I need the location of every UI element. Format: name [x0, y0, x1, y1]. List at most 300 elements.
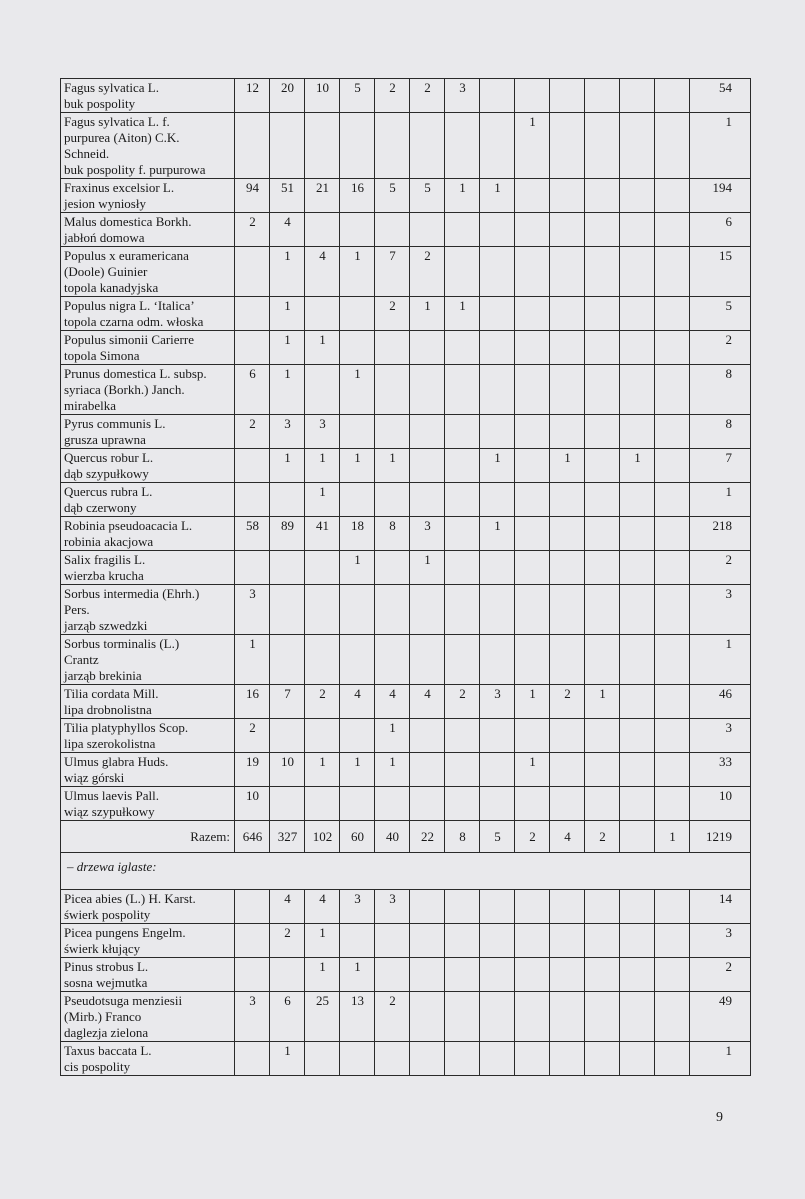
count-cell: 6	[270, 992, 305, 1042]
count-cell: 7	[375, 247, 410, 297]
count-cell	[585, 787, 620, 821]
count-cell: 10	[270, 753, 305, 787]
count-cell: 1	[305, 924, 340, 958]
count-cell	[585, 449, 620, 483]
count-cell: 2	[235, 415, 270, 449]
count-cell: 2	[235, 213, 270, 247]
count-cell: 4	[270, 213, 305, 247]
total-cell: 33	[690, 753, 751, 787]
count-cell: 41	[305, 517, 340, 551]
totals-cell: 2	[515, 821, 550, 853]
species-name-line: świerk kłujący	[64, 941, 141, 956]
count-cell: 3	[340, 890, 375, 924]
total-cell: 194	[690, 179, 751, 213]
count-cell: 5	[410, 179, 445, 213]
count-cell	[445, 924, 480, 958]
count-cell	[480, 415, 515, 449]
species-name-line: Malus domestica Borkh.	[64, 214, 192, 229]
count-cell	[655, 365, 690, 415]
totals-cell: 60	[340, 821, 375, 853]
table-row	[61, 449, 751, 483]
count-cell: 13	[340, 992, 375, 1042]
count-cell	[375, 635, 410, 685]
total-cell: 46	[690, 685, 751, 719]
count-cell	[375, 551, 410, 585]
count-cell	[620, 585, 655, 635]
count-cell	[410, 415, 445, 449]
species-name-line: jarząb szwedzki	[64, 618, 148, 633]
section-row	[61, 853, 751, 890]
count-cell	[655, 1042, 690, 1076]
table-row	[61, 890, 751, 924]
count-cell	[655, 958, 690, 992]
species-name-line: purpurea (Aiton) C.K.	[64, 130, 180, 145]
count-cell	[305, 1042, 340, 1076]
total-cell: 1	[690, 483, 751, 517]
count-cell: 1	[270, 365, 305, 415]
count-cell	[550, 483, 585, 517]
count-cell	[585, 331, 620, 365]
count-cell	[340, 585, 375, 635]
count-cell	[550, 79, 585, 113]
count-cell	[585, 483, 620, 517]
count-cell	[480, 551, 515, 585]
count-cell	[620, 890, 655, 924]
species-name-line: Pyrus communis L.	[64, 416, 166, 431]
count-cell: 3	[375, 890, 410, 924]
count-cell	[655, 113, 690, 179]
species-name-line: Fraxinus excelsior L.	[64, 180, 175, 195]
count-cell: 1	[410, 551, 445, 585]
species-name-line: Sorbus torminalis (L.)	[64, 636, 180, 651]
count-cell: 1	[340, 365, 375, 415]
count-cell	[550, 297, 585, 331]
count-cell	[340, 331, 375, 365]
count-cell	[235, 247, 270, 297]
count-cell	[305, 719, 340, 753]
page-number: 9	[716, 1110, 723, 1125]
count-cell	[515, 449, 550, 483]
count-cell	[305, 635, 340, 685]
species-name-cell	[61, 685, 235, 719]
count-cell	[655, 924, 690, 958]
species-name-line: Robinia pseudoacacia L.	[64, 518, 193, 533]
table-row	[61, 247, 751, 297]
count-cell: 19	[235, 753, 270, 787]
count-cell: 1	[340, 247, 375, 297]
count-cell	[515, 585, 550, 635]
count-cell	[620, 924, 655, 958]
count-cell	[620, 113, 655, 179]
count-cell: 1	[270, 1042, 305, 1076]
count-cell	[585, 247, 620, 297]
count-cell	[445, 753, 480, 787]
count-cell	[480, 213, 515, 247]
species-name-line: Tilia platyphyllos Scop.	[64, 720, 189, 735]
count-cell	[340, 483, 375, 517]
count-cell	[550, 247, 585, 297]
total-cell: 8	[690, 365, 751, 415]
count-cell	[235, 297, 270, 331]
count-cell	[655, 992, 690, 1042]
count-cell	[375, 787, 410, 821]
species-name-line: Quercus rubra L.	[64, 484, 153, 499]
count-cell	[480, 635, 515, 685]
total-cell: 3	[690, 924, 751, 958]
count-cell	[480, 247, 515, 297]
count-cell	[445, 213, 480, 247]
total-cell: 8	[690, 415, 751, 449]
species-name-line: lipa szerokolistna	[64, 736, 156, 751]
total-cell: 14	[690, 890, 751, 924]
count-cell	[235, 113, 270, 179]
count-cell	[655, 79, 690, 113]
species-name-cell	[61, 719, 235, 753]
species-name-line: (Doole) Guinier	[64, 264, 148, 279]
count-cell	[410, 331, 445, 365]
species-name-line: Picea pungens Engelm.	[64, 925, 186, 940]
species-name-cell	[61, 890, 235, 924]
count-cell	[410, 113, 445, 179]
count-cell	[515, 787, 550, 821]
totals-cell: 327	[270, 821, 305, 853]
totals-cell: 5	[480, 821, 515, 853]
table-row	[61, 585, 751, 635]
count-cell	[515, 483, 550, 517]
species-name-cell	[61, 924, 235, 958]
count-cell: 3	[480, 685, 515, 719]
species-name-line: Tilia cordata Mill.	[64, 686, 159, 701]
count-cell: 12	[235, 79, 270, 113]
count-cell	[550, 890, 585, 924]
count-cell: 3	[305, 415, 340, 449]
count-cell	[515, 365, 550, 415]
count-cell	[620, 1042, 655, 1076]
count-cell	[515, 247, 550, 297]
count-cell	[445, 958, 480, 992]
count-cell: 2	[375, 79, 410, 113]
table-row	[61, 331, 751, 365]
table-row	[61, 719, 751, 753]
count-cell	[550, 365, 585, 415]
count-cell	[585, 297, 620, 331]
count-cell	[340, 719, 375, 753]
count-cell: 1	[375, 719, 410, 753]
species-name-line: grusza uprawna	[64, 432, 146, 447]
count-cell	[375, 1042, 410, 1076]
count-cell	[550, 331, 585, 365]
count-cell: 1	[585, 685, 620, 719]
count-cell	[340, 787, 375, 821]
count-cell: 1	[305, 331, 340, 365]
table-row	[61, 213, 751, 247]
table-row	[61, 685, 751, 719]
count-cell: 2	[410, 79, 445, 113]
count-cell: 51	[270, 179, 305, 213]
species-name-cell	[61, 449, 235, 483]
count-cell	[340, 924, 375, 958]
count-cell	[480, 958, 515, 992]
count-cell	[445, 890, 480, 924]
table-row	[61, 297, 751, 331]
count-cell	[550, 992, 585, 1042]
species-name-line: syriaca (Borkh.) Janch.	[64, 382, 185, 397]
count-cell: 25	[305, 992, 340, 1042]
count-cell: 1	[305, 753, 340, 787]
count-cell: 1	[480, 517, 515, 551]
count-cell	[620, 517, 655, 551]
species-name-cell	[61, 297, 235, 331]
count-cell	[550, 787, 585, 821]
count-cell	[270, 113, 305, 179]
totals-cell: 40	[375, 821, 410, 853]
count-cell: 89	[270, 517, 305, 551]
count-cell	[480, 753, 515, 787]
count-cell	[585, 1042, 620, 1076]
count-cell	[655, 585, 690, 635]
species-name-line: Picea abies (L.) H. Karst.	[64, 891, 196, 906]
grand-total-cell: 1219	[690, 821, 751, 853]
species-name-cell	[61, 79, 235, 113]
total-cell: 10	[690, 787, 751, 821]
species-name-line: Sorbus intermedia (Ehrh.)	[64, 586, 200, 601]
count-cell	[620, 297, 655, 331]
count-cell	[480, 1042, 515, 1076]
count-cell: 2	[550, 685, 585, 719]
count-cell	[410, 924, 445, 958]
count-cell	[620, 365, 655, 415]
count-cell: 1	[235, 635, 270, 685]
count-cell: 3	[235, 992, 270, 1042]
count-cell	[375, 331, 410, 365]
count-cell: 1	[550, 449, 585, 483]
count-cell	[235, 1042, 270, 1076]
table-row	[61, 787, 751, 821]
count-cell	[305, 551, 340, 585]
total-cell: 1	[690, 113, 751, 179]
species-name-line: Ulmus laevis Pall.	[64, 788, 159, 803]
count-cell	[585, 635, 620, 685]
count-cell	[515, 890, 550, 924]
count-cell: 16	[235, 685, 270, 719]
count-cell: 1	[340, 449, 375, 483]
count-cell	[480, 297, 515, 331]
count-cell: 5	[375, 179, 410, 213]
species-name-line: Fagus sylvatica L. f.	[64, 114, 170, 129]
total-cell: 6	[690, 213, 751, 247]
count-cell	[550, 113, 585, 179]
total-cell: 3	[690, 719, 751, 753]
total-cell: 218	[690, 517, 751, 551]
species-name-line: Prunus domestica L. subsp.	[64, 366, 207, 381]
count-cell	[515, 179, 550, 213]
count-cell	[550, 958, 585, 992]
species-name-cell	[61, 113, 235, 179]
species-name-line: Schneid.	[64, 146, 110, 161]
count-cell	[270, 551, 305, 585]
table-row	[61, 79, 751, 113]
count-cell: 3	[235, 585, 270, 635]
count-cell: 8	[375, 517, 410, 551]
count-cell: 1	[480, 449, 515, 483]
count-cell	[340, 213, 375, 247]
count-cell	[515, 331, 550, 365]
count-cell	[550, 635, 585, 685]
count-cell	[585, 113, 620, 179]
species-name-line: dąb czerwony	[64, 500, 137, 515]
species-name-line: topola Simona	[64, 348, 140, 363]
count-cell	[445, 449, 480, 483]
count-cell: 1	[515, 113, 550, 179]
count-cell: 3	[445, 79, 480, 113]
count-cell	[235, 449, 270, 483]
count-cell: 5	[340, 79, 375, 113]
count-cell	[515, 79, 550, 113]
totals-cell: 8	[445, 821, 480, 853]
count-cell	[375, 113, 410, 179]
count-cell	[585, 890, 620, 924]
count-cell: 20	[270, 79, 305, 113]
table-row	[61, 551, 751, 585]
table-row	[61, 992, 751, 1042]
count-cell	[620, 685, 655, 719]
count-cell: 1	[445, 179, 480, 213]
count-cell	[375, 415, 410, 449]
table-row	[61, 635, 751, 685]
count-cell	[585, 365, 620, 415]
section-heading: – drzewa iglaste:	[61, 853, 751, 890]
count-cell	[480, 113, 515, 179]
count-cell: 2	[375, 992, 410, 1042]
count-cell	[585, 992, 620, 1042]
totals-cell: 4	[550, 821, 585, 853]
count-cell	[655, 297, 690, 331]
count-cell	[235, 331, 270, 365]
count-cell	[270, 719, 305, 753]
count-cell: 16	[340, 179, 375, 213]
species-name-line: świerk pospolity	[64, 907, 151, 922]
count-cell: 4	[305, 247, 340, 297]
count-cell: 1	[480, 179, 515, 213]
count-cell	[655, 449, 690, 483]
count-cell: 58	[235, 517, 270, 551]
totals-label: Razem:	[61, 821, 235, 853]
count-cell	[340, 1042, 375, 1076]
count-cell	[410, 890, 445, 924]
count-cell	[445, 719, 480, 753]
species-name-line: (Mirb.) Franco	[64, 1009, 142, 1024]
count-cell	[480, 924, 515, 958]
species-name-line: daglezja zielona	[64, 1025, 149, 1040]
count-cell: 1	[445, 297, 480, 331]
count-cell: 3	[410, 517, 445, 551]
count-cell: 1	[305, 483, 340, 517]
count-cell	[585, 415, 620, 449]
count-cell: 1	[340, 753, 375, 787]
species-name-line: topola czarna odm. włoska	[64, 314, 204, 329]
count-cell	[480, 331, 515, 365]
count-cell	[340, 113, 375, 179]
species-name-cell	[61, 247, 235, 297]
species-name-cell	[61, 1042, 235, 1076]
count-cell	[445, 517, 480, 551]
count-cell	[585, 551, 620, 585]
count-cell	[445, 992, 480, 1042]
count-cell	[340, 297, 375, 331]
count-cell: 2	[410, 247, 445, 297]
count-cell	[655, 685, 690, 719]
count-cell	[305, 213, 340, 247]
total-cell: 2	[690, 551, 751, 585]
count-cell	[515, 415, 550, 449]
count-cell	[620, 635, 655, 685]
count-cell	[235, 551, 270, 585]
count-cell	[445, 247, 480, 297]
count-cell	[410, 1042, 445, 1076]
species-name-line: Pinus strobus L.	[64, 959, 149, 974]
count-cell	[480, 719, 515, 753]
totals-cell: 102	[305, 821, 340, 853]
count-cell	[480, 79, 515, 113]
count-cell	[410, 753, 445, 787]
species-name-line: jesion wyniosły	[64, 196, 146, 211]
count-cell	[620, 179, 655, 213]
species-name-cell	[61, 992, 235, 1042]
count-cell	[445, 113, 480, 179]
count-cell	[305, 585, 340, 635]
species-name-line: mirabelka	[64, 398, 116, 413]
count-cell	[410, 213, 445, 247]
count-cell	[655, 787, 690, 821]
count-cell: 4	[305, 890, 340, 924]
count-cell	[480, 365, 515, 415]
count-cell	[585, 585, 620, 635]
count-cell	[410, 585, 445, 635]
species-name-line: Populus x euramericana	[64, 248, 189, 263]
count-cell	[445, 1042, 480, 1076]
species-name-line: wiąz szypułkowy	[64, 804, 155, 819]
count-cell	[515, 297, 550, 331]
count-cell	[445, 585, 480, 635]
totals-cell: 646	[235, 821, 270, 853]
count-cell	[445, 331, 480, 365]
count-cell: 2	[305, 685, 340, 719]
count-cell	[480, 890, 515, 924]
species-table	[60, 78, 751, 1076]
count-cell	[550, 551, 585, 585]
count-cell: 10	[235, 787, 270, 821]
count-cell	[270, 483, 305, 517]
count-cell	[515, 213, 550, 247]
count-cell	[620, 331, 655, 365]
count-cell	[515, 719, 550, 753]
count-cell	[480, 585, 515, 635]
totals-cell: 1	[655, 821, 690, 853]
species-name-line: lipa drobnolistna	[64, 702, 152, 717]
count-cell: 4	[375, 685, 410, 719]
count-cell	[655, 213, 690, 247]
species-name-line: sosna wejmutka	[64, 975, 148, 990]
total-cell: 5	[690, 297, 751, 331]
species-name-line: Pers.	[64, 602, 90, 617]
count-cell	[515, 551, 550, 585]
table-row	[61, 753, 751, 787]
count-cell	[305, 113, 340, 179]
count-cell	[410, 365, 445, 415]
count-cell	[375, 958, 410, 992]
count-cell: 2	[445, 685, 480, 719]
totals-cell: 22	[410, 821, 445, 853]
